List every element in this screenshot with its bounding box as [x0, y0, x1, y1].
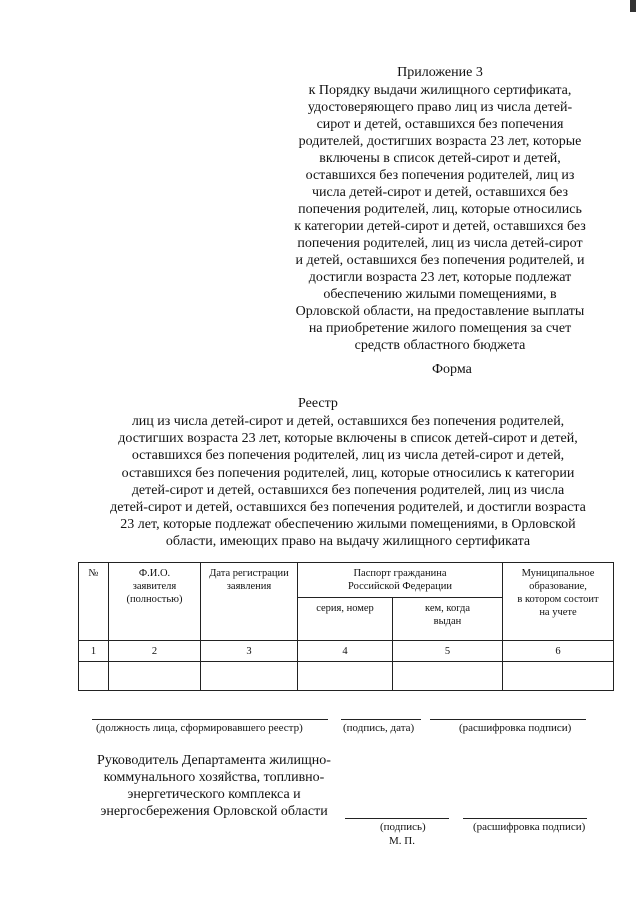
registry-title: Реестр [298, 396, 338, 411]
col-header-passport: Паспорт гражданина Российской Федерации [298, 563, 503, 598]
col-header-municipal: Муниципальное образование, в котором состоит на учете [503, 563, 614, 641]
head-sign-line [345, 818, 449, 819]
department-head-title: Руководитель Департамента жилищно- коммунального хозяйства, топливно- энергетического комплекса и энергосбережения Орловской области [97, 753, 331, 819]
col-header-number: № [79, 563, 109, 641]
head-sign-caption: (подпись) [380, 821, 426, 833]
col-header-fio: Ф.И.О. заявителя (полностью) [109, 563, 201, 641]
table-cell [298, 662, 393, 691]
sign-date-line [341, 719, 421, 720]
col-number: 4 [298, 641, 393, 662]
registry-subtitle: лиц из числа детей-сирот и детей, оставшихся без попечения родителей, достигших возраста 23 лет, которые включены в список детей-сирот и детей, оставшихся без попечения родителей, лиц из числа детей-сирот и детей, оставшихся без попечения родителей, лиц, которые относились к категории детей-сирот и детей, оставшихся без попечения родителей, лиц из числа детей-сирот и детей, оставшихся без попечения родителей, и достигли возраста 23 лет, которые подлежат обеспечению жилыми помещениями, в Орловской области, имеющих право на выдачу жилищного сертификата [110, 414, 586, 550]
col-header-date: Дата регистрации заявления [201, 563, 298, 641]
appendix-reference: к Порядку выдачи жилищного сертификата, удостоверяющего право лиц из числа детей- сирот и детей, оставшихся без попечения родителей, достигших возраста 23 лет, которые включены в список детей-сирот и детей, оставшихся без попечения родителей, лиц из числа детей-сирот и детей, оставшихся без попечения родителей, лиц, которые относились к категории детей-сирот и детей, оставшихся без попечения родителей, лиц из числа детей-сирот и детей, оставшихся без попечения родителей, и достигли возраста 23 лет, которые подлежат обеспечению жилыми помещениями, в Орловской области, на предоставление выплаты на приобретение жилого помещения за счет средств областного бюджета [294, 83, 586, 353]
position-signature-line [92, 719, 328, 720]
decode-caption-2: (расшифровка подписи) [473, 821, 586, 833]
col-number: 6 [503, 641, 614, 662]
table-row [79, 662, 614, 691]
decode-line-1 [430, 719, 586, 720]
scan-corner-mark [630, 0, 636, 12]
form-label: Форма [432, 362, 472, 377]
table-cell [109, 662, 201, 691]
table-cell [79, 662, 109, 691]
table-number-row [79, 641, 614, 662]
col-header-series: серия, номер [298, 598, 393, 641]
table-header-row [79, 563, 614, 598]
col-number: 3 [201, 641, 298, 662]
col-number: 1 [79, 641, 109, 662]
col-number: 5 [393, 641, 503, 662]
col-number: 2 [109, 641, 201, 662]
position-caption: (должность лица, сформировавшего реестр) [96, 722, 303, 734]
decode-caption-1: (расшифровка подписи) [459, 722, 572, 734]
registry-table [78, 562, 614, 691]
decode-line-2 [463, 818, 587, 819]
table-cell [393, 662, 503, 691]
col-header-issued: кем, когда выдан [393, 598, 503, 641]
table-cell [503, 662, 614, 691]
table-cell [201, 662, 298, 691]
stamp-place-label: М. П. [389, 835, 415, 847]
appendix-header [270, 64, 610, 354]
appendix-title: Приложение 3 [397, 65, 483, 80]
sign-date-caption: (подпись, дата) [343, 722, 415, 734]
